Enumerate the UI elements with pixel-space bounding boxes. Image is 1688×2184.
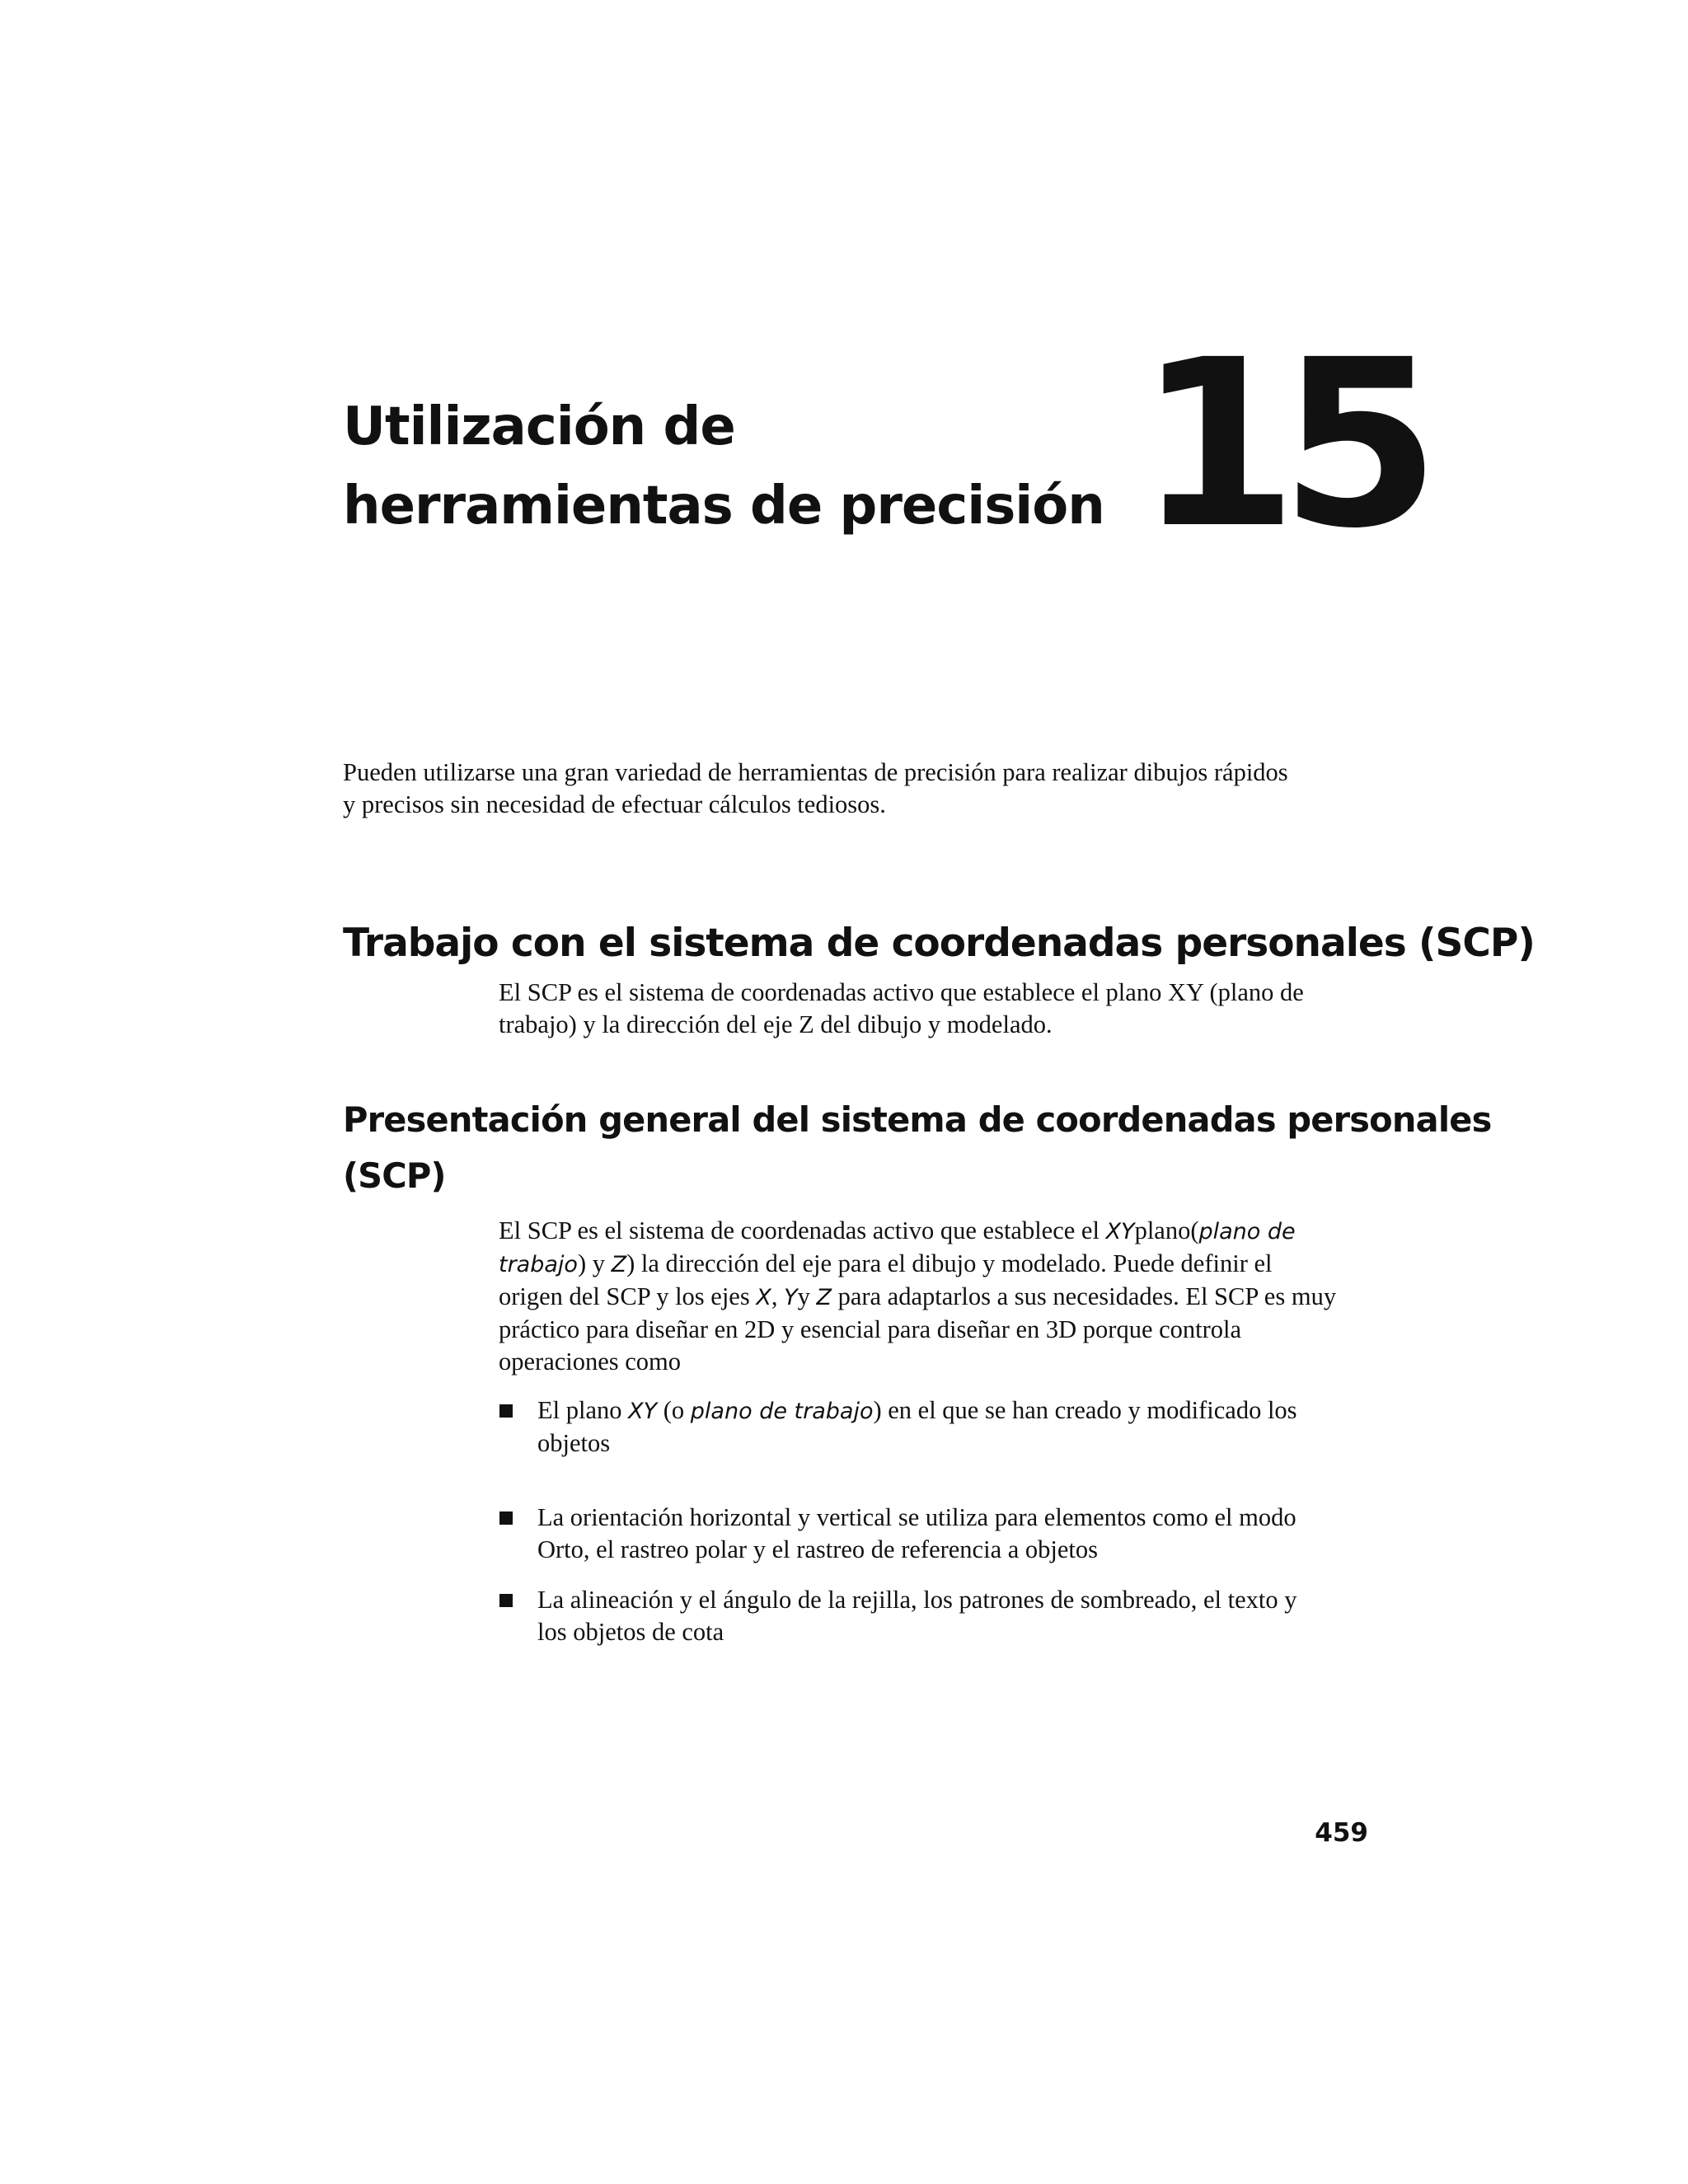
- list-text: El plano: [537, 1396, 629, 1424]
- subsection-heading-line: Presentación general del sistema de coordenadas personales: [343, 1099, 1492, 1140]
- subsection-body-line: operaciones como: [499, 1347, 682, 1376]
- subsection-body-line: [499, 1215, 1405, 1248]
- chapter-title-line: herramientas de precisión: [343, 476, 1104, 537]
- subsection-heading-line: (SCP): [343, 1155, 446, 1196]
- section-body: [499, 977, 1405, 1041]
- section-body-line: El SCP es el sistema de coordenadas activo que establece el plano XY (plano de: [499, 978, 1304, 1006]
- list-item-line: objetos: [537, 1429, 611, 1457]
- section-heading: Trabajo con el sistema de coordenadas personales (SCP): [343, 921, 1535, 966]
- body-italic-term: trabajo: [499, 1252, 578, 1277]
- body-italic-term: Z: [611, 1252, 627, 1277]
- list-item-line: los objetos de cota: [537, 1618, 724, 1646]
- subsection-body-line: práctico para diseñar en 2D y esencial para diseñar en 3D porque controla: [499, 1315, 1242, 1343]
- list-item-line: La alineación y el ángulo de la rejilla, los patrones de sombreado, el texto y: [537, 1586, 1297, 1614]
- bullet-list: [499, 1394, 1414, 1648]
- body-text: y: [797, 1282, 817, 1310]
- body-text: ) la dirección del eje para el dibujo y modelado. Puede definir el: [626, 1249, 1273, 1277]
- list-text: ) en el que se han creado y modificado los: [873, 1396, 1297, 1424]
- list-item-line: Orto, el rastreo polar y el rastreo de referencia a objetos: [537, 1535, 1098, 1563]
- list-item: [499, 1502, 1414, 1566]
- chapter-number: 15: [1137, 311, 1423, 579]
- square-bullet-icon: [499, 1594, 513, 1607]
- square-bullet-icon: [499, 1511, 513, 1525]
- intro-line: y precisos sin necesidad de efectuar cálculos tediosos.: [343, 790, 886, 818]
- chapter-title: [343, 387, 1167, 546]
- body-text: plano(: [1134, 1216, 1199, 1244]
- subsection-body: [499, 1215, 1405, 1378]
- body-text: para adaptarlos a sus necesidades. El SCP es muy: [831, 1282, 1337, 1310]
- body-italic-term: Y: [784, 1285, 798, 1310]
- list-item-line: [537, 1394, 1414, 1427]
- square-bullet-icon: [499, 1404, 513, 1418]
- body-italic-term: X: [756, 1285, 771, 1310]
- section-body-line: trabajo) y la dirección del eje Z del dibujo y modelado.: [499, 1010, 1053, 1038]
- list-item: [499, 1394, 1414, 1460]
- page-number: 459: [1315, 1818, 1368, 1848]
- body-italic-term: XY: [1105, 1219, 1135, 1244]
- body-text: ,: [771, 1282, 785, 1310]
- subsection-heading: [343, 1092, 1492, 1204]
- subsection-body-line: [499, 1248, 1405, 1281]
- list-italic-term: plano de trabajo: [690, 1399, 874, 1424]
- intro-line: Pueden utilizarse una gran variedad de herramientas de precisión para realizar dibujos rápidos: [343, 758, 1288, 786]
- list-italic-term: XY: [628, 1399, 658, 1424]
- intro-paragraph: [343, 757, 1414, 821]
- list-item: [499, 1584, 1414, 1648]
- body-italic-term: plano de: [1198, 1219, 1296, 1244]
- body-text: ) y: [577, 1249, 612, 1277]
- body-text: El SCP es el sistema de coordenadas activo que establece el: [499, 1216, 1106, 1244]
- list-text: (o: [657, 1396, 691, 1424]
- list-item-line: La orientación horizontal y vertical se utiliza para elementos como el modo: [537, 1503, 1296, 1531]
- subsection-body-line: [499, 1281, 1405, 1314]
- body-text: origen del SCP y los ejes: [499, 1282, 757, 1310]
- chapter-title-line: Utilización de: [343, 396, 735, 457]
- body-italic-term: Z: [816, 1285, 832, 1310]
